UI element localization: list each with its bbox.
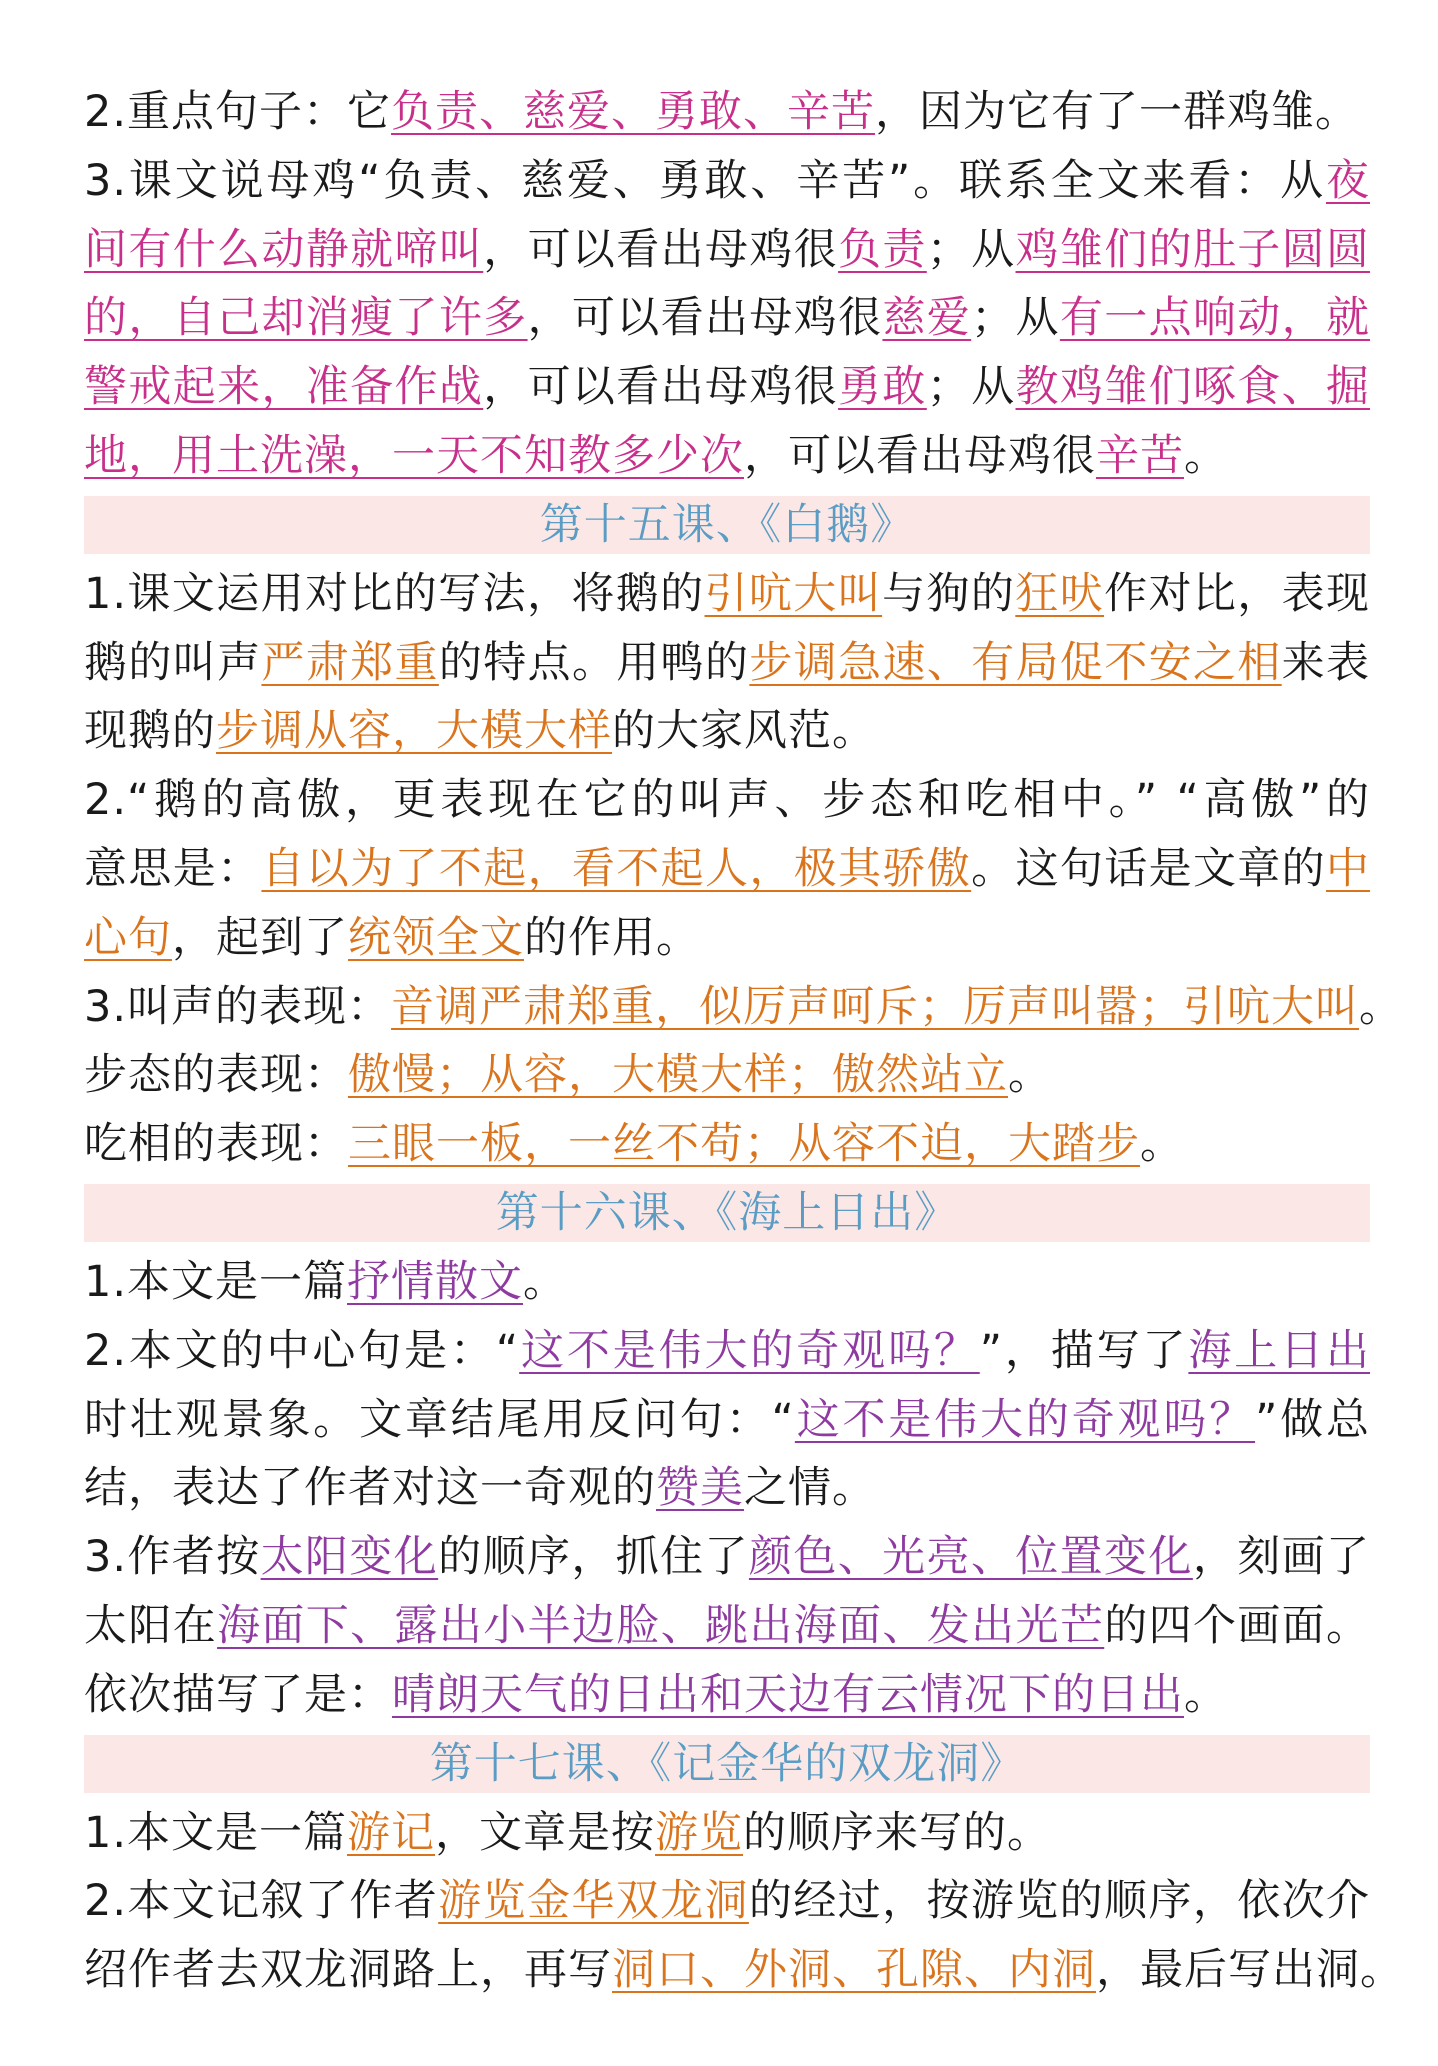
answer-highlight: 有一点响动，就	[1059, 293, 1371, 344]
answer-highlight: 音调严肃郑重，似厉声呵斥；厉声叫嚣；引吭大叫	[391, 981, 1360, 1032]
text-line: 结，表达了作者对这一奇观的赞美之情。	[84, 1463, 876, 1514]
answer-highlight: 海面下、露出小半边脸、跳出海面、发出光芒	[217, 1600, 1105, 1651]
text-line: 3.叫声的表现：音调严肃郑重，似厉声呵斥；厉声叫嚣；引吭大叫。	[84, 981, 1404, 1032]
answer-highlight: 抒情散文	[347, 1256, 524, 1307]
answer-highlight: 警戒起来，准备作战	[84, 362, 484, 413]
answer-highlight: 鸡雏们的肚子圆圆	[1015, 224, 1371, 275]
answer-highlight: 自以为了不起，看不起人，极其骄傲	[261, 843, 972, 894]
answer-highlight: 严肃郑重	[261, 637, 439, 688]
text-line: 2.本文的中心句是：“这不是伟大的奇观吗？”，描写了海上日出	[84, 1325, 1371, 1376]
answer-highlight: 洞口、外洞、孔隙、内洞	[612, 1945, 1096, 1996]
text-line: 太阳在海面下、露出小半边脸、跳出海面、发出光芒的四个画面。	[84, 1600, 1371, 1651]
answer-highlight: 太阳变化	[260, 1532, 439, 1583]
text-line: 吃相的表现：三眼一板，一丝不苟；从容不迫，大踏步。	[84, 1119, 1184, 1170]
text-line: 绍作者去双龙洞路上，再写洞口、外洞、孔隙、内洞，最后写出洞。	[84, 1945, 1404, 1996]
answer-highlight: 夜	[1326, 155, 1370, 206]
answer-highlight: 勇敢	[838, 362, 927, 413]
text-line: 警戒起来，准备作战，可以看出母鸡很勇敢；从教鸡雏们啄食、掘	[84, 362, 1371, 413]
answer-highlight: 海上日出	[1188, 1325, 1371, 1376]
text-line: 2.“鹅的高傲，更表现在它的叫声、步态和吃相中。” “高傲”的	[84, 775, 1370, 826]
answer-highlight: 傲慢；从容，大模大样；傲然站立	[348, 1050, 1008, 1101]
answer-highlight: 负责、慈爱、勇敢、辛苦	[391, 87, 876, 137]
answer-highlight: 心句	[84, 912, 172, 963]
answer-highlight: 引吭大叫	[704, 568, 883, 619]
text-line: 现鹅的步调从容，大模大样的大家风范。	[84, 706, 876, 757]
text-line: 1.课文运用对比的写法，将鹅的引吭大叫与狗的狂吠作对比，表现	[84, 568, 1371, 619]
text-line: 3.课文说母鸡“负责、慈爱、勇敢、辛苦”。联系全文来看：从夜	[84, 155, 1370, 206]
answer-highlight: 间有什么动静就啼叫	[84, 224, 484, 275]
answer-highlight: 步调从容，大模大样	[216, 706, 612, 757]
answer-highlight: 三眼一板，一丝不苟；从容不迫，大踏步	[348, 1119, 1140, 1170]
notes-page	[84, 78, 1404, 2005]
text-line: 时壮观景象。文章结尾用反问句：“这不是伟大的奇观吗？”做总	[84, 1394, 1371, 1445]
answer-highlight: 中	[1326, 843, 1371, 894]
answer-highlight: 的，自己却消瘦了许多	[84, 293, 528, 344]
text-line: 间有什么动静就啼叫，可以看出母鸡很负责；从鸡雏们的肚子圆圆	[84, 224, 1371, 275]
answer-highlight: 游记	[347, 1807, 436, 1858]
answer-highlight: 游览金华双龙洞	[438, 1876, 749, 1927]
answer-highlight: 这不是伟大的奇观吗？	[519, 1325, 980, 1376]
answer-highlight: 这不是伟大的奇观吗？	[794, 1394, 1256, 1445]
text-line: 步态的表现：傲慢；从容，大模大样；傲然站立。	[84, 1050, 1052, 1101]
answer-highlight: 赞美	[656, 1463, 744, 1514]
answer-highlight: 步调急速、有局促不安之相	[749, 637, 1282, 688]
lesson-17-heading: 第十七课、《记金华的双龙洞》	[84, 1735, 1370, 1793]
answer-highlight: 慈爱	[882, 293, 972, 344]
answer-highlight: 地，用土洗澡，一天不知教多少次	[84, 430, 744, 481]
text-line: 的，自己却消瘦了许多，可以看出母鸡很慈爱；从有一点响动，就	[84, 293, 1371, 344]
answer-highlight: 辛苦	[1096, 430, 1184, 481]
text-line: 意思是：自以为了不起，看不起人，极其骄傲。这句话是文章的中	[84, 843, 1371, 894]
answer-highlight: 晴朗天气的日出和天边有云情况下的日出	[392, 1669, 1184, 1720]
text-line: 依次描写了是：晴朗天气的日出和天边有云情况下的日出。	[84, 1669, 1228, 1720]
text-line: 3.作者按太阳变化的顺序，抓住了颜色、光亮、位置变化，刻画了	[84, 1532, 1371, 1583]
lesson-15-heading: 第十五课、《白鹅》	[84, 496, 1370, 554]
lesson-16-heading: 第十六课、《海上日出》	[84, 1184, 1370, 1242]
text-line: 1.本文是一篇抒情散文。	[84, 1256, 568, 1307]
answer-highlight: 颜色、光亮、位置变化	[748, 1532, 1193, 1583]
answer-highlight: 统领全文	[348, 912, 524, 963]
answer-highlight: 教鸡雏们啄食、掘	[1015, 362, 1371, 413]
answer-highlight: 游览	[655, 1807, 744, 1858]
text-line: 2.重点句子：它负责、慈爱、勇敢、辛苦，因为它有了一群鸡雏。	[84, 87, 1360, 137]
text-line: 地，用土洗澡，一天不知教多少次，可以看出母鸡很辛苦。	[84, 430, 1228, 481]
text-line: 鹅的叫声严肃郑重的特点。用鸭的步调急速、有局促不安之相来表	[84, 637, 1371, 688]
answer-highlight: 狂吠	[1015, 568, 1105, 619]
text-line: 1.本文是一篇游记，文章是按游览的顺序来写的。	[84, 1807, 1052, 1858]
text-line: 2.本文记叙了作者游览金华双龙洞的经过，按游览的顺序，依次介	[84, 1876, 1371, 1927]
text-line: 心句，起到了统领全文的作用。	[84, 912, 700, 963]
answer-highlight: 负责	[838, 224, 927, 275]
